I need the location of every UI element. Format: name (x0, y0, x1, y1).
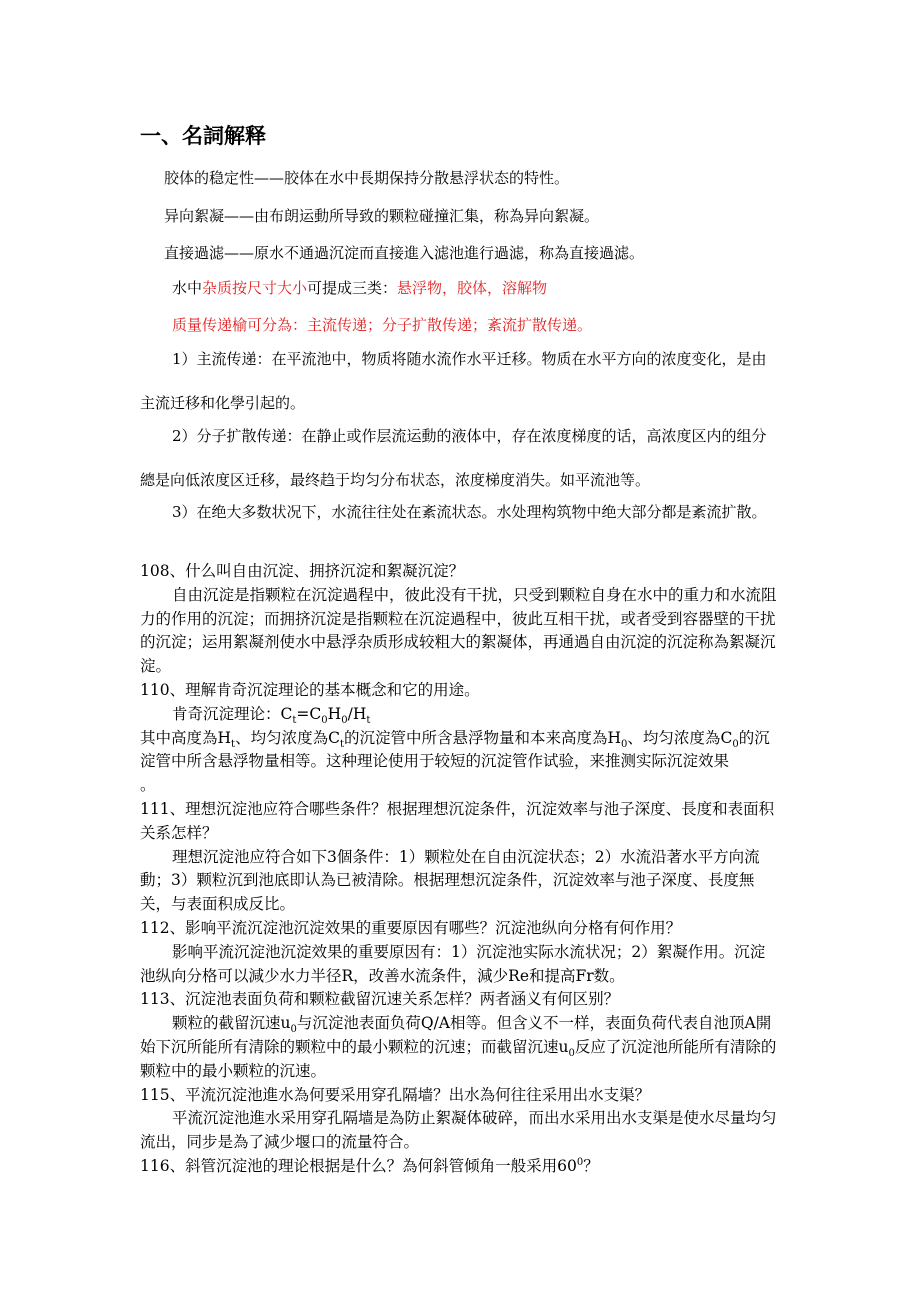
point-turbulent-diffusion: 3）在绝大多数状况下，水流往往处在紊流状态。水处理构筑物中绝大部分都是紊流扩散。 (172, 503, 767, 521)
answer-111: 理想沉淀池应符合如下3個条件：1）颗粒处在自由沉淀状态；2）水流沿著水平方向流動；3）颗粒沉到池底即认為已被清除。根据理想沉淀条件，沉淀效率与池子深度、長度無关，与表面积成反比。 (140, 847, 760, 914)
mass-transfer-title: 质量传递榆可分為：主流传递；分子扩散传递；紊流扩散传递。 (172, 316, 593, 334)
kynch-formula: 肯奇沉淀理论：$C_t=C_0H_0/H_t$ (172, 704, 371, 726)
question-108: 108、什么叫自由沉淀、拥挤沉淀和絮凝沉淀？ (140, 562, 465, 580)
question-111: 111、理想沉淀池应符合哪些条件？根据理想沉淀条件，沉淀效率与池子深度、長度和表面积关系怎样？ (140, 799, 775, 842)
qa-section (140, 560, 780, 1179)
answer-112: 影响平流沉淀池沉淀效果的重要原因有：1）沉淀池实际水流状况；2）絮凝作用。沉淀池纵向分格可以減少水力半径R，改善水流条件，減少Re和提高Fr数。 (140, 942, 766, 985)
point-molecular-diffusion: 2）分子扩散传递：在静止或作层流运動的液体中，存在浓度梯度的话，高浓度区内的组分總是向低浓度区迁移，最终趋于均匀分布状态，浓度梯度消失。如平流池等。 (140, 427, 767, 489)
section-heading: 一、名詞解释 (140, 124, 266, 148)
question-113: 113、沉淀池表面负荷和颗粒截留沉速关系怎样？两者涵义有何区别？ (140, 990, 620, 1009)
definition-colloid-stability: 胶体的稳定性——胶体在水中長期保持分散悬浮状态的特性。 (164, 169, 570, 187)
question-115: 115、平流沉淀池進水為何要采用穿孔隔墙？出水為何往往采用出水支渠？ (140, 1085, 651, 1104)
question-116: 116、斜管沉淀池的理论根据是什么？為何斜管倾角一般采用$60^0$？ (140, 1156, 599, 1175)
definition-direct-filtration: 直接過滤——原水不通過沉淀而直接進入滤池進行過滤，称為直接過滤。 (164, 244, 645, 262)
question-110: 110、理解肯奇沉淀理论的基本概念和它的用途。 (140, 680, 480, 699)
definition-perikinetic-flocculation: 异向絮凝——由布朗运動所导致的颗粒碰撞汇集，称為异向絮凝。 (164, 207, 600, 225)
impurity-classification: 水中杂质按尺寸大小可提成三类：悬浮物，胶体，溶解物 (172, 279, 548, 297)
question-112: 112、影响平流沉淀池沉淀效果的重要原因有哪些？沉淀池纵向分格有何作用？ (140, 918, 682, 937)
point-main-flow: 1）主流传递：在平流池中，物质将随水流作水平迁移。物质在水平方向的浓度变化，是由主流迁移和化學引起的。 (140, 350, 767, 412)
answer-115: 平流沉淀池進水采用穿孔隔墙是為防止絮凝体破碎，而出水采用出水支渠是使水尽量均匀流出，同步是為了減少堰口的流量符合。 (140, 1109, 777, 1152)
answer-110: 其中高度為$H_t$、均匀浓度為$C_t$的沉淀管中所含悬浮物量和本来高度為$H_0$、均匀浓度為$C_0$的沉淀管中所含悬浮物量相等。这种理论使用于较短的沉淀管作试验，来推测实际沉淀效果 。 (140, 728, 770, 795)
answer-113: 颗粒的截留沉速$u_0$与沉淀池表面负荷Q/A相等。但含义不一样，表面负荷代表自池顶A開始下沉所能所有清除的颗粒中的最小颗粒的沉速；而截留沉速$u_0$反应了沉淀池所能所有清除的颗粒中的最小颗粒的沉速。 (140, 1014, 777, 1080)
answer-108: 自由沉淀是指颗粒在沉淀過程中，彼此没有干扰，只受到颗粒自身在水中的重力和水流阻力的作用的沉淀；而拥挤沉淀是指颗粒在沉淀過程中，彼此互相干扰，或者受到容器壁的干扰的沉淀；运用絮凝剂使水中悬浮杂质形成较粗大的絮凝体，再通過自由沉淀的沉淀称為絮凝沉淀。 (140, 585, 777, 676)
